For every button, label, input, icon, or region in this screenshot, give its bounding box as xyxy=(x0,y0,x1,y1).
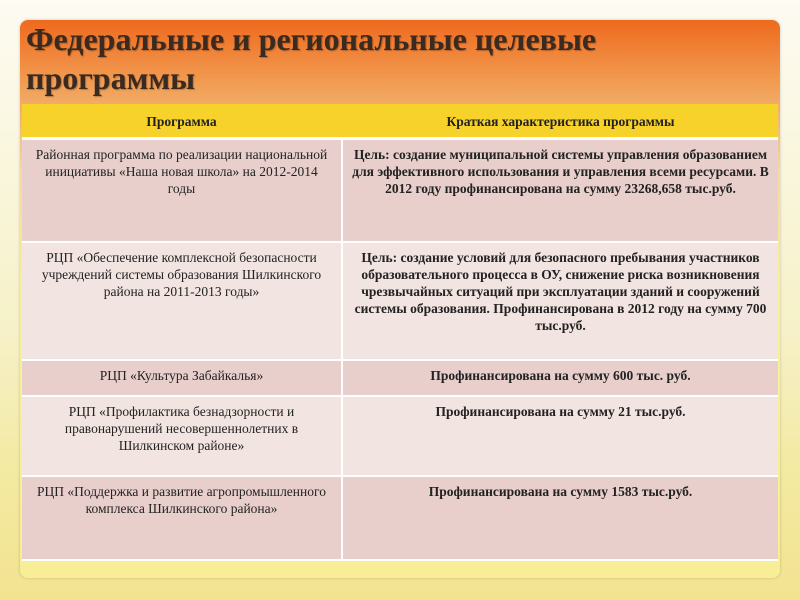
programs-table xyxy=(22,104,778,561)
description-cell: Цель: создание условий для безопасного пребывания участников образовательного процесса в ОУ, снижение риска возникновения чрезвычайных ситуаций при эксплуатации зданий и сооружений системы образования. Профинансирована в 2012 году на сумму 700 тыс.руб. xyxy=(342,242,778,360)
description-cell: Цель: создание муниципальной системы управления образованием для эффективного использования и управления всеми ресурсами. В 2012 году профинансирована на сумму 23268,658 тыс.руб. xyxy=(342,138,778,242)
program-cell: РЦП «Культура Забайкалья» xyxy=(22,360,342,396)
description-cell: Профинансирована на сумму 600 тыс. руб. xyxy=(342,360,778,396)
table-header-row xyxy=(22,104,778,138)
description-cell: Профинансирована на сумму 21 тыс.руб. xyxy=(342,396,778,476)
description-cell: Профинансирована на сумму 1583 тыс.руб. xyxy=(342,476,778,560)
slide-title: Федеральные и региональные целевые программы xyxy=(26,21,597,96)
program-cell: Районная программа по реализации национальной инициативы «Наша новая школа» на 2012-2014 годы xyxy=(22,138,342,242)
table-row xyxy=(22,476,778,560)
table-row xyxy=(22,396,778,476)
header-program: Программа xyxy=(22,104,342,138)
table-row xyxy=(22,242,778,360)
program-cell: РЦП «Обеспечение комплексной безопасности учреждений системы образования Шилкинского района на 2011-2013 годы» xyxy=(22,242,342,360)
program-cell: РЦП «Поддержка и развитие агропромышленного комплекса Шилкинского района» xyxy=(22,476,342,560)
header-description: Краткая характеристика программы xyxy=(342,104,778,138)
table-row xyxy=(22,138,778,242)
program-cell: РЦП «Профилактика безнадзорности и правонарушений несовершеннолетних в Шилкинском районе» xyxy=(22,396,342,476)
table-row xyxy=(22,360,778,396)
